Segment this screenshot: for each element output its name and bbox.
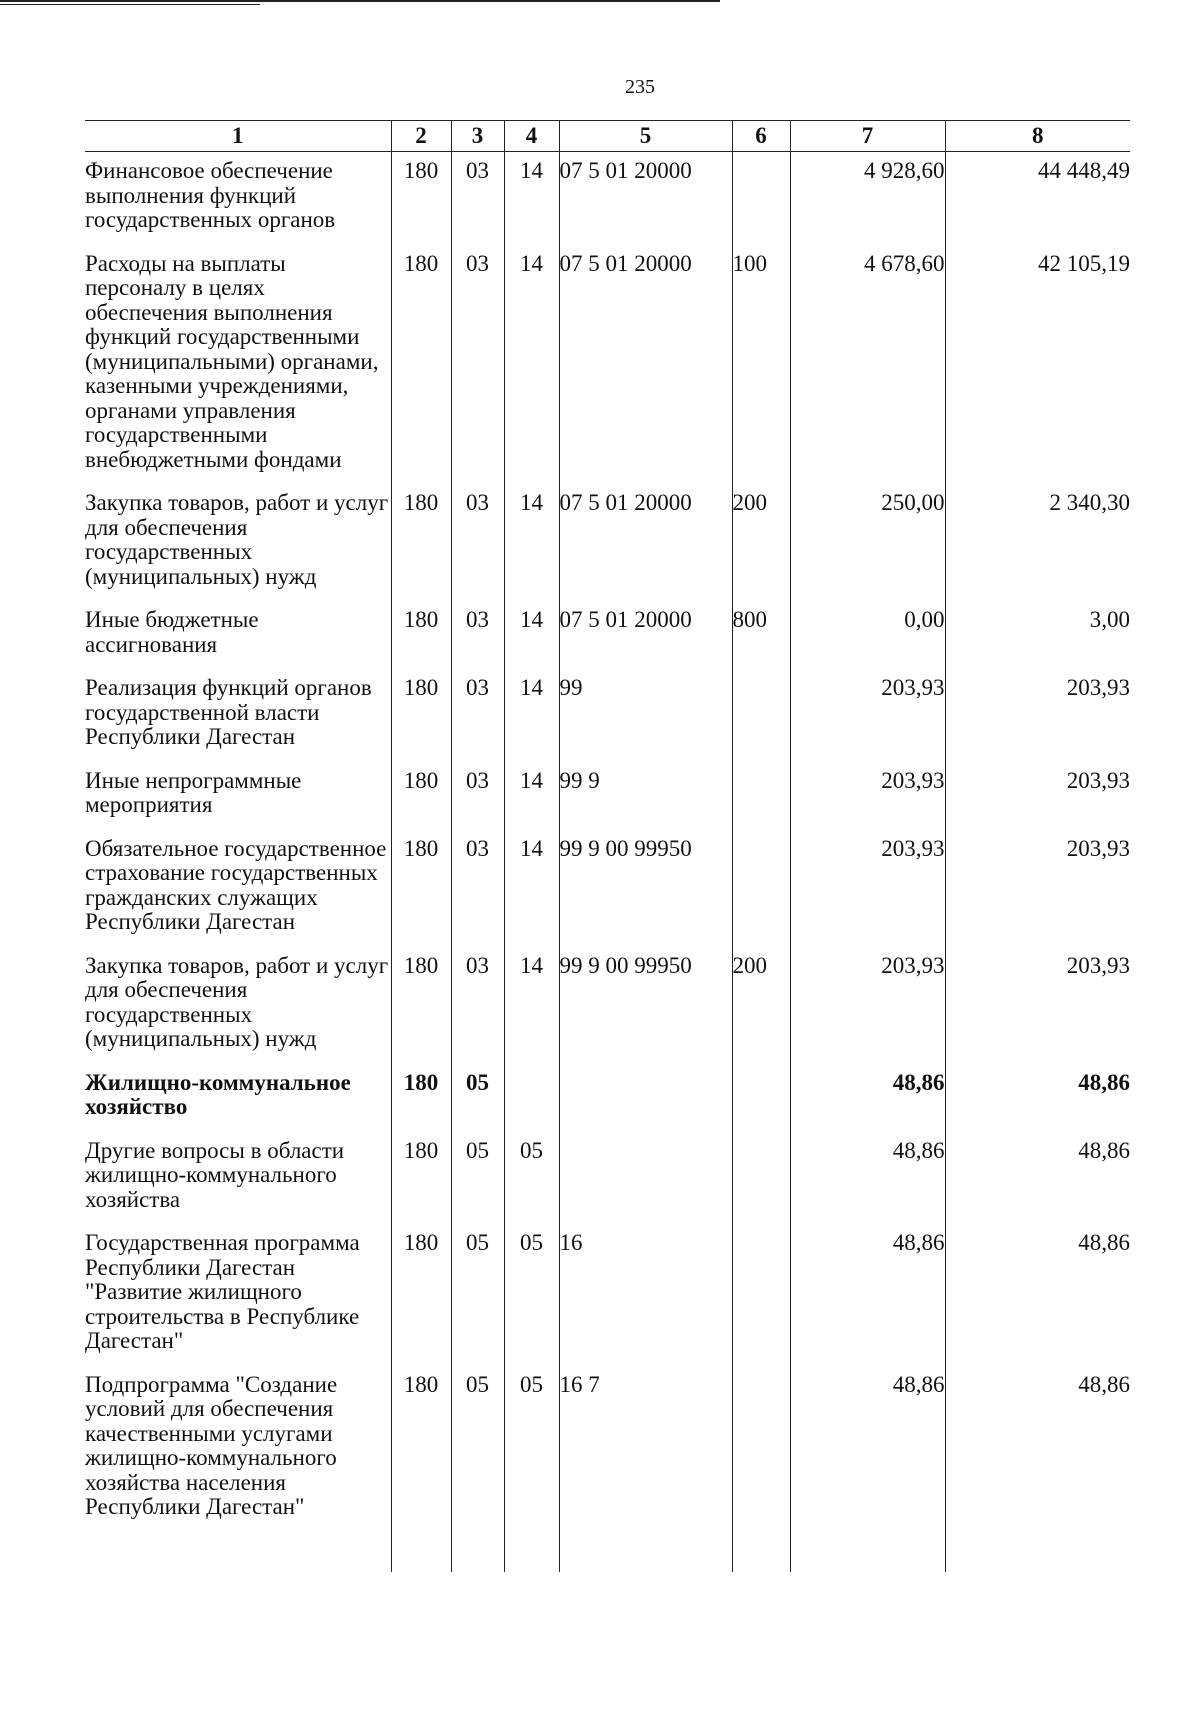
row-name: Иные непрограммные мероприятия [85,767,302,817]
row-name: Иные бюджетные ассигнования [85,607,259,657]
amount-col8: 203,93 [945,762,1130,830]
table-row [85,669,1130,762]
amount-col8: 48,86 [945,1224,1130,1366]
target-article-code: 16 [559,1224,732,1366]
table-row [85,484,1130,601]
table-row [85,601,1130,669]
column-header: 2 [391,121,451,152]
table-row [85,1064,1130,1132]
table-row [85,152,1130,245]
target-article-code: 99 [559,669,732,762]
column-number-row [85,121,1130,152]
account-code: 180 [391,245,451,485]
expense-type-code [732,830,790,947]
account-code: 180 [391,484,451,601]
account-code: 180 [391,1366,451,1532]
section-code: 03 [451,152,504,245]
expense-type-code: 100 [732,245,790,485]
amount-col7: 203,93 [790,830,945,947]
subsection-code: 14 [504,762,559,830]
expense-type-code [732,1366,790,1532]
amount-col7: 0,00 [790,601,945,669]
section-code: 03 [451,947,504,1064]
expense-type-code [732,762,790,830]
account-code: 180 [391,830,451,947]
subsection-code: 05 [504,1366,559,1532]
column-header: 7 [790,121,945,152]
amount-col7: 250,00 [790,484,945,601]
scan-edge-line [0,4,260,5]
expense-type-code [732,1132,790,1225]
expense-type-code [732,1064,790,1132]
target-article-code: 07 5 01 20000 [559,152,732,245]
table-row [85,762,1130,830]
account-code: 180 [391,669,451,762]
budget-table [85,120,1130,1572]
amount-col8: 48,86 [945,1064,1130,1132]
expense-type-code: 200 [732,484,790,601]
amount-col8: 44 448,49 [945,152,1130,245]
amount-col7: 203,93 [790,762,945,830]
expense-type-code: 200 [732,947,790,1064]
amount-col7: 48,86 [790,1224,945,1366]
subsection-code: 05 [504,1132,559,1225]
section-code: 05 [451,1224,504,1366]
amount-col7: 48,86 [790,1064,945,1132]
table-row [85,245,1130,485]
account-code: 180 [391,762,451,830]
expense-type-code [732,152,790,245]
section-code: 03 [451,830,504,947]
amount-col8: 3,00 [945,601,1130,669]
section-code: 05 [451,1132,504,1225]
subsection-code: 14 [504,484,559,601]
row-name: Закупка товаров, работ и услуг для обеспечения государственных (муниципальных) нужд [85,952,389,1051]
table-body [85,152,1130,1572]
column-header: 3 [451,121,504,152]
row-name: Другие вопросы в области жилищно-коммунального хозяйства [85,1137,345,1212]
amount-col7: 4 678,60 [790,245,945,485]
table-tail [85,1532,1130,1572]
section-code: 05 [451,1064,504,1132]
account-code: 180 [391,152,451,245]
target-article-code: 07 5 01 20000 [559,601,732,669]
target-article-code: 99 9 00 99950 [559,947,732,1064]
section-code: 03 [451,669,504,762]
subsection-code: 14 [504,947,559,1064]
column-header: 1 [85,121,391,152]
row-name: Закупка товаров, работ и услуг для обеспечения государственных (муниципальных) нужд [85,490,389,589]
account-code: 180 [391,1064,451,1132]
subsection-code: 14 [504,601,559,669]
amount-col8: 2 340,30 [945,484,1130,601]
account-code: 180 [391,1224,451,1366]
expense-type-code [732,669,790,762]
row-name: Жилищно-коммунальное хозяйство [85,1069,351,1119]
section-code: 03 [451,762,504,830]
table-row [85,830,1130,947]
section-code: 03 [451,484,504,601]
section-code: 03 [451,245,504,485]
amount-col7: 203,93 [790,947,945,1064]
target-article-code: 99 9 00 99950 [559,830,732,947]
table-row [85,947,1130,1064]
amount-col8: 42 105,19 [945,245,1130,485]
section-code: 05 [451,1366,504,1532]
section-code: 03 [451,601,504,669]
column-header: 4 [504,121,559,152]
row-name: Государственная программа Республики Дагестан "Развитие жилищного строительства в Республике Дагестан" [85,1230,360,1353]
amount-col8: 203,93 [945,669,1130,762]
page-number: 235 [625,76,655,98]
target-article-code [559,1132,732,1225]
subsection-code: 14 [504,152,559,245]
row-name: Обязательное государственное страхование государственных гражданских служащих Республики Дагестан [85,835,387,934]
target-article-code: 07 5 01 20000 [559,245,732,485]
subsection-code [504,1064,559,1132]
amount-col8: 48,86 [945,1132,1130,1225]
column-header: 8 [945,121,1130,152]
column-header: 5 [559,121,732,152]
column-header: 6 [732,121,790,152]
expense-type-code: 800 [732,601,790,669]
amount-col8: 48,86 [945,1366,1130,1532]
account-code: 180 [391,601,451,669]
amount-col7: 48,86 [790,1366,945,1532]
table-row [85,1132,1130,1225]
expense-type-code [732,1224,790,1366]
account-code: 180 [391,947,451,1064]
amount-col8: 203,93 [945,947,1130,1064]
row-name: Реализация функций органов государственной власти Республики Дагестан [85,675,372,749]
subsection-code: 14 [504,669,559,762]
amount-col7: 4 928,60 [790,152,945,245]
row-name: Расходы на выплаты персоналу в целях обеспечения выполнения функций государственными (муниципальными) органами, казенными учреждениями, органами управления государственными внебюджетными фондами [85,250,379,472]
table-row [85,1224,1130,1366]
target-article-code: 07 5 01 20000 [559,484,732,601]
subsection-code: 14 [504,830,559,947]
table-row [85,1366,1130,1532]
target-article-code [559,1064,732,1132]
subsection-code: 05 [504,1224,559,1366]
amount-col7: 203,93 [790,669,945,762]
amount-col7: 48,86 [790,1132,945,1225]
row-name: Финансовое обеспечение выполнения функций государственных органов [85,158,336,232]
account-code: 180 [391,1132,451,1225]
target-article-code: 16 7 [559,1366,732,1532]
amount-col8: 203,93 [945,830,1130,947]
scan-edge-line [0,0,720,2]
target-article-code: 99 9 [559,762,732,830]
row-name: Подпрограмма "Создание условий для обеспечения качественными услугами жилищно-коммунального хозяйства населения Республики Дагестан" [85,1371,338,1519]
subsection-code: 14 [504,245,559,485]
